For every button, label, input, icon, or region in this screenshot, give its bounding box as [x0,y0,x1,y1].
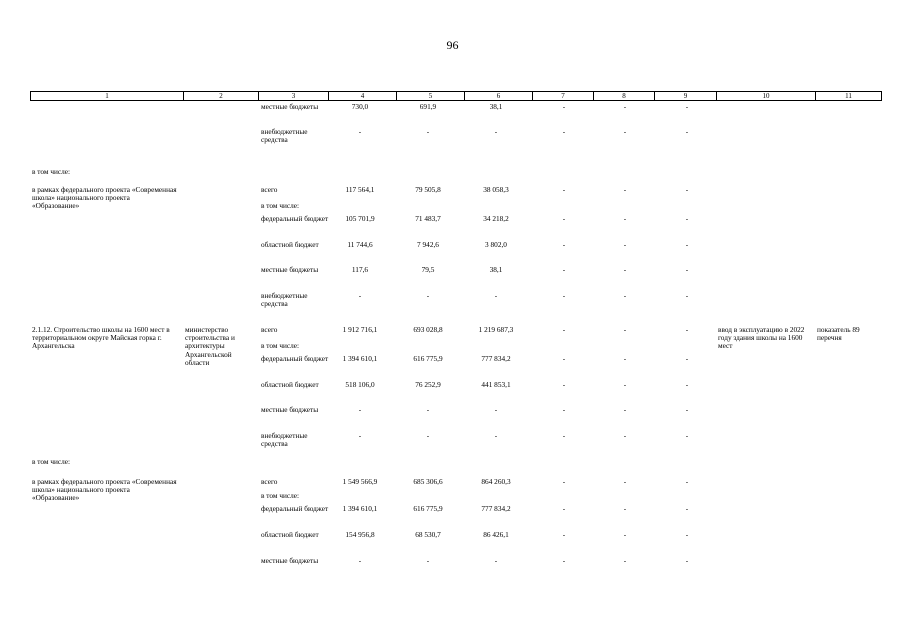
row-label-local: местные бюджеты [261,102,319,111]
cell-col-5: 616 775,9 [413,354,443,363]
cell-col-6: 34 218,2 [483,214,509,223]
cell-col-6: 38,1 [489,265,503,274]
row-label-including_colon: в том числе: [261,201,300,210]
cell-col-9: - [685,477,689,486]
cell-col-4: 105 701,9 [345,214,375,223]
cell-col-7: - [562,325,566,334]
cell-col-7: - [562,185,566,194]
row-label-local: местные бюджеты [261,265,319,274]
cell-col-4: - [358,291,362,300]
cell-col-7: - [562,240,566,249]
row-label-regional: областной бюджет [261,530,319,539]
cell-col-6: 38,1 [489,102,503,111]
cell-col-6: 38 058,3 [483,185,509,194]
header-col-1: 1 [31,92,184,100]
cell-col-8: - [623,530,627,539]
cell-col-8: - [623,127,627,136]
row-label-federal: федеральный бюджет [261,354,329,363]
cell-col-8: - [623,240,627,249]
cell-col-6: 777 834,2 [481,354,511,363]
cell-col-7: - [562,354,566,363]
cell-col-4: 117,6 [351,265,369,274]
cell-col-5: - [426,556,430,565]
item-2-1-12-indicator: показатель 89 перечня [817,325,860,343]
item-2-1-12-result: ввод в эксплуатацию в 2022 году здания школы на 1600 мест [718,325,805,351]
cell-col-7: - [562,431,566,440]
cell-col-6: 86 426,1 [483,530,509,539]
header-col-11: 11 [845,92,852,100]
cell-col-9: - [685,325,689,334]
cell-col-5: - [426,127,430,136]
cell-col-7: - [562,127,566,136]
row-label-local: местные бюджеты [261,405,319,414]
cell-col-8: - [623,431,627,440]
cell-col-9: - [685,354,689,363]
cell-col-9: - [685,291,689,300]
header-col-7: 7 [533,92,594,100]
header-col-4: 4 [329,92,397,100]
cell-col-4: 11 744,6 [347,240,373,249]
row-label-extra: внебюджетные средства [261,127,308,145]
cell-col-8: - [623,354,627,363]
cell-col-5: 76 252,9 [415,380,441,389]
cell-col-4: 518 106,0 [345,380,375,389]
cell-col-9: - [685,556,689,565]
cell-col-6: 1 219 687,3 [478,325,514,334]
cell-col-4: 1 394 610,1 [342,504,378,513]
row-label-including_colon: в том числе: [261,491,300,500]
cell-col-6: 3 802,0 [485,240,507,249]
cell-col-8: - [623,556,627,565]
header-col-2: 2 [184,92,259,100]
cell-col-5: 71 483,7 [415,214,441,223]
cell-col-4: 1 549 566,9 [342,477,378,486]
cell-col-5: - [426,291,430,300]
cell-col-8: - [623,405,627,414]
header-col-9: 9 [655,92,717,100]
cell-col-5: 79 505,8 [415,185,441,194]
cell-col-4: - [358,556,362,565]
row-label-total: всего [261,185,278,194]
row-label-extra: внебюджетные средства [261,431,308,449]
item-2-1-12-executor: министерство строительства и архитектуры Архангельской области [185,325,235,367]
cell-col-5: 68 530,7 [415,530,441,539]
cell-col-6: 864 260,3 [481,477,511,486]
cell-col-4: - [358,405,362,414]
cell-col-9: - [685,102,689,111]
cell-col-8: - [623,214,627,223]
cell-col-7: - [562,405,566,414]
row-label-total: всего [261,477,278,486]
header-col-5: 5 [397,92,465,100]
including-label-2: в том числе: [32,457,71,466]
cell-col-7: - [562,530,566,539]
row-label-local: местные бюджеты [261,556,319,565]
cell-col-7: - [562,291,566,300]
cell-col-6: - [494,127,498,136]
row-label-federal: федеральный бюджет [261,214,329,223]
header-col-3: 3 [259,92,329,100]
cell-col-5: 693 028,8 [413,325,443,334]
cell-col-9: - [685,405,689,414]
cell-col-9: - [685,530,689,539]
cell-col-4: 154 956,8 [345,530,375,539]
cell-col-5: 79,5 [421,265,435,274]
cell-col-5: 685 306,6 [413,477,443,486]
cell-col-6: 441 853,1 [481,380,511,389]
cell-col-4: 1 912 716,1 [342,325,378,334]
cell-col-6: 777 834,2 [481,504,511,513]
cell-col-5: - [426,431,430,440]
cell-col-4: 1 394 610,1 [342,354,378,363]
cell-col-9: - [685,127,689,136]
cell-col-5: 7 942,6 [417,240,439,249]
item-2-1-12-name: 2.1.12. Строительство школы на 1600 мест в территориальном округе Майская горка г. Архангельска [32,325,170,351]
fed-project-label-1: в рамках федерального проекта «Современная школа» национального проекта «Образование» [32,185,177,211]
cell-col-4: 730,0 [351,102,369,111]
table-header-row [30,91,882,101]
fed-project-label-2: в рамках федерального проекта «Современная школа» национального проекта «Образование» [32,477,177,503]
cell-col-7: - [562,556,566,565]
cell-col-8: - [623,325,627,334]
cell-col-6: - [494,556,498,565]
page-number: 96 [446,38,459,52]
cell-col-9: - [685,265,689,274]
cell-col-7: - [562,380,566,389]
cell-col-6: - [494,291,498,300]
cell-col-7: - [562,477,566,486]
cell-col-8: - [623,380,627,389]
cell-col-7: - [562,265,566,274]
cell-col-5: 691,9 [419,102,437,111]
cell-col-8: - [623,102,627,111]
cell-col-7: - [562,504,566,513]
cell-col-8: - [623,504,627,513]
cell-col-9: - [685,380,689,389]
cell-col-8: - [623,185,627,194]
header-col-8: 8 [594,92,655,100]
cell-col-7: - [562,102,566,111]
row-label-extra: внебюджетные средства [261,291,308,309]
including-label: в том числе: [32,167,71,176]
cell-col-9: - [685,214,689,223]
cell-col-9: - [685,240,689,249]
header-col-10: 10 [717,92,816,100]
cell-col-7: - [562,214,566,223]
row-label-including_colon: в том числе: [261,341,300,350]
cell-col-8: - [623,477,627,486]
row-label-total: всего [261,325,278,334]
header-col-6: 6 [465,92,533,100]
row-label-regional: областной бюджет [261,240,319,249]
cell-col-6: - [494,405,498,414]
cell-col-8: - [623,291,627,300]
cell-col-4: 117 564,1 [345,185,375,194]
cell-col-5: 616 775,9 [413,504,443,513]
cell-col-5: - [426,405,430,414]
cell-col-9: - [685,504,689,513]
cell-col-9: - [685,431,689,440]
row-label-federal: федеральный бюджет [261,504,329,513]
cell-col-9: - [685,185,689,194]
cell-col-4: - [358,127,362,136]
row-label-regional: областной бюджет [261,380,319,389]
cell-col-4: - [358,431,362,440]
cell-col-8: - [623,265,627,274]
cell-col-6: - [494,431,498,440]
